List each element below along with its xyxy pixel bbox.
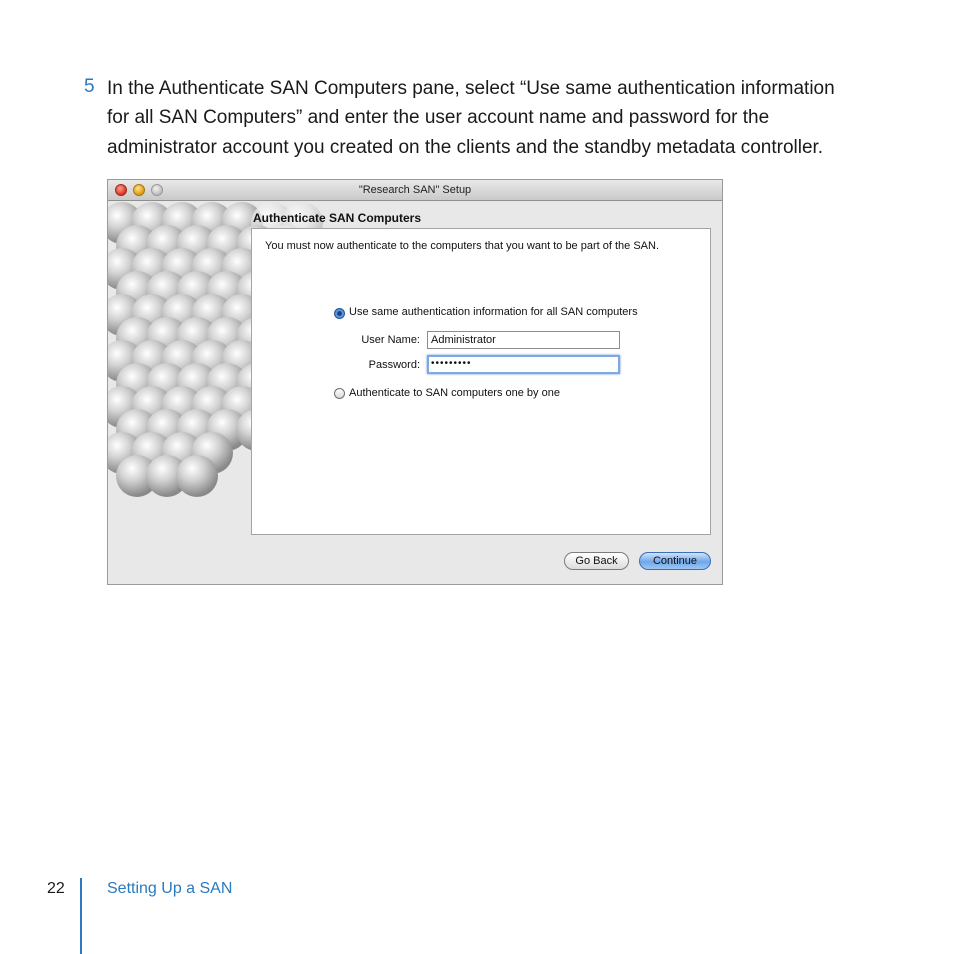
password-field[interactable]: ••••••••• xyxy=(427,355,620,374)
page-number: 22 xyxy=(47,880,65,897)
step-number: 5 xyxy=(84,76,95,97)
authentication-panel xyxy=(251,228,711,535)
go-back-button[interactable]: Go Back xyxy=(564,552,629,570)
same-auth-label[interactable]: Use same authentication information for all SAN computers xyxy=(349,306,638,318)
window-title: "Research SAN" Setup xyxy=(358,184,472,196)
window-titlebar[interactable] xyxy=(108,180,722,201)
step-text-line-3: administrator account you created on the clients and the standby metadata controller. xyxy=(107,137,824,158)
step-text-line-1: In the Authenticate SAN Computers pane, select “Use same authentication information xyxy=(107,78,835,99)
user-name-field[interactable]: Administrator xyxy=(427,331,620,349)
user-name-label: User Name: xyxy=(361,334,420,346)
setup-window xyxy=(107,179,723,585)
one-by-one-label[interactable]: Authenticate to SAN computers one by one xyxy=(349,387,560,399)
pane-title: Authenticate SAN Computers xyxy=(253,211,422,225)
continue-button[interactable]: Continue xyxy=(639,552,711,570)
one-by-one-radio[interactable] xyxy=(334,388,345,399)
sphere-icon xyxy=(176,455,218,497)
footer-divider xyxy=(80,878,82,954)
password-label: Password: xyxy=(368,359,420,371)
same-auth-radio[interactable] xyxy=(334,308,345,319)
intro-text: You must now authenticate to the computers that you want to be part of the SAN. xyxy=(265,240,659,252)
step-text-line-2: for all SAN Computers” and enter the user account name and password for the xyxy=(107,107,770,128)
footer-section-title: Setting Up a SAN xyxy=(107,880,233,897)
